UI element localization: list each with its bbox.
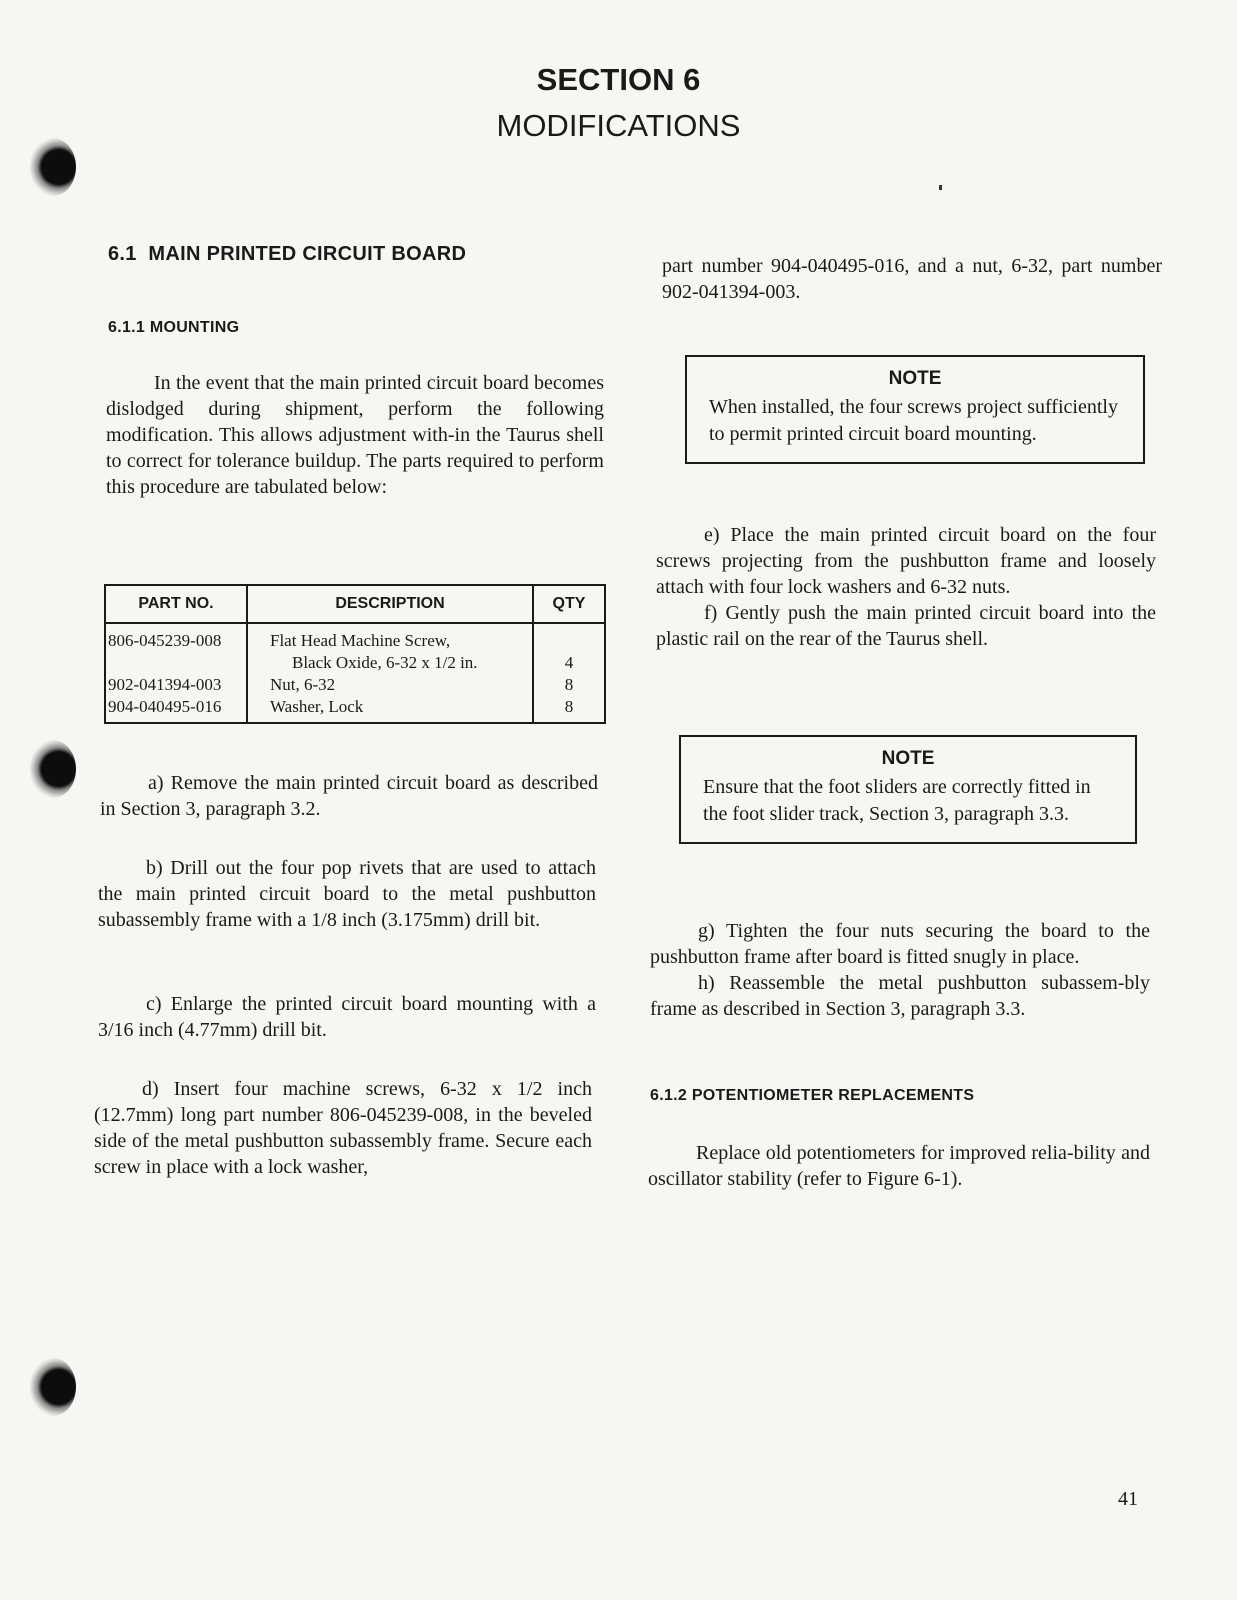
note-text: When installed, the four screws project sufficiently to permit printed circuit board mounting. [709, 396, 1118, 445]
description: Nut, 6-32 [270, 675, 336, 694]
potentiometer-text: Replace old potentiometers for improved relia-bility and oscillator stability (refer to Figure 6-1). [648, 1142, 1150, 1190]
step-f-text: f) Gently push the main printed circuit board into the plastic rail on the rear of the Taurus shell. [656, 602, 1156, 650]
part-no: 806-045239-008 [108, 631, 222, 650]
header-description: DESCRIPTION [247, 585, 533, 623]
intro-paragraph [106, 370, 604, 500]
qty: 4 [564, 653, 574, 672]
step-b [98, 855, 596, 933]
steps-g-h [650, 918, 1150, 1022]
description: Flat Head Machine Screw, [270, 631, 451, 650]
step-d-continued-text: part number 904-040495-016, and a nut, 6-32, part number 902-041394-003. [662, 255, 1162, 303]
section-title: MODIFICATIONS [496, 108, 741, 143]
note-box-2 [679, 735, 1137, 844]
spacer [537, 630, 601, 652]
note-title: NOTE [881, 748, 935, 769]
note-box-1 [685, 355, 1145, 464]
step-h-text: h) Reassemble the metal pushbutton subassem-bly frame as described in Section 3, paragraph 3.3. [650, 972, 1150, 1020]
cell-description [247, 623, 533, 723]
qty: 8 [564, 675, 574, 694]
table-row [105, 623, 605, 723]
description: Washer, Lock [270, 697, 364, 716]
step-c-text: c) Enlarge the printed circuit board mounting with a 3/16 inch (4.77mm) drill bit. [98, 993, 596, 1041]
parts-table [104, 584, 606, 724]
parts-table-header [105, 585, 605, 623]
step-g-text: g) Tighten the four nuts securing the board to the pushbutton frame after board is fitted snugly in place. [650, 920, 1150, 968]
binder-hole-top [30, 138, 76, 196]
cell-qty [533, 623, 605, 723]
step-a [100, 770, 598, 822]
step-d [94, 1076, 592, 1180]
heading-main-pcb: 6.1 MAIN PRINTED CIRCUIT BOARD [108, 243, 467, 265]
qty: 8 [564, 697, 574, 716]
header-part-no: PART NO. [105, 585, 247, 623]
step-b-text: b) Drill out the four pop rivets that are used to attach the main printed circuit board to the metal pushbutton subassembly frame with a 1/8 inch (3.175mm) drill bit. [98, 857, 596, 931]
binder-hole-middle [30, 740, 76, 798]
cell-part-no [105, 623, 247, 723]
step-c [98, 991, 596, 1043]
binder-hole-bottom [30, 1358, 76, 1416]
page-number: 41 [1118, 1488, 1138, 1510]
note-title: NOTE [888, 368, 942, 389]
step-a-text: a) Remove the main printed circuit board as described in Section 3, paragraph 3.2. [100, 772, 598, 820]
part-no: 904-040495-016 [108, 697, 222, 716]
step-d-text: d) Insert four machine screws, 6-32 x 1/2 inch (12.7mm) long part number 806-045239-008, in the beveled side of the metal pushbutton subassembly frame. Secure each screw in place with a lock washer, [94, 1078, 592, 1178]
section-number: SECTION 6 [536, 62, 701, 97]
speck [939, 185, 942, 190]
step-e-text: e) Place the main printed circuit board on the four screws projecting from the pushbutton frame and loosely attach with four lock washers and 6-32 nuts. [656, 524, 1156, 598]
heading-mounting: 6.1.1 MOUNTING [108, 319, 240, 336]
heading-potentiometer: 6.1.2 POTENTIOMETER REPLACEMENTS [650, 1087, 975, 1104]
step-d-continued [662, 253, 1162, 305]
description-continued: Black Oxide, 6-32 x 1/2 in. [292, 653, 478, 672]
part-no: 902-041394-003 [108, 675, 222, 694]
spacer [108, 652, 243, 674]
header-qty: QTY [533, 585, 605, 623]
steps-e-f [656, 522, 1156, 652]
note-text: Ensure that the foot sliders are correctly fitted in the foot slider track, Section 3, paragraph 3.3. [703, 776, 1091, 825]
intro-text: In the event that the main printed circuit board becomes dislodged during shipment, perform the following modification. This allows adjustment with-in the Taurus shell to correct for tolerance buildup. The parts required to perform this procedure are tabulated below: [106, 372, 604, 498]
potentiometer-paragraph [648, 1140, 1150, 1192]
